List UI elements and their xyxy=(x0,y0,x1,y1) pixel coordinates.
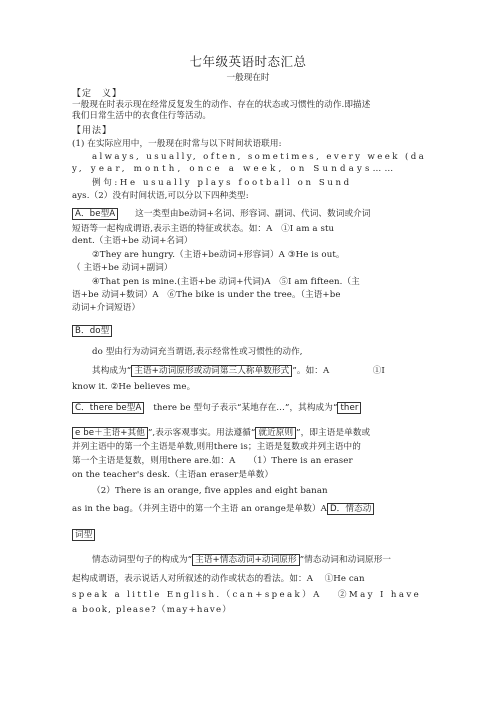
section-c-line: C．there be型A there be 型句子表示“某地存在…”，其构成为“ ther xyxy=(72,403,361,414)
usage-heading: 【用法】 xyxy=(72,126,113,136)
d-formula-box: 主语+情态动词+动词原形 xyxy=(192,554,300,566)
section-c-line: 第一个主语是复数，则用there are.如：A （1）There is an eraser xyxy=(72,456,353,466)
b-formula-box: 主语+动词原形或动词第三人称单数形式 xyxy=(131,365,292,377)
section-c-line: （2）There is an orange, five apples and eight banan xyxy=(92,486,328,496)
section-a-line: （ 主语+be 动词+副词） xyxy=(72,263,173,273)
section-b-line: 其构成为“ 主语+动词原形或动词第三人称单数形式 ”。如：A ①I xyxy=(92,366,385,376)
usage-line: (1) 在实际应用中，一般现在时常与以下时间状语联用: xyxy=(72,139,282,149)
section-d-line: 起构成谓语，表示说话人对所叙述的动作或状态的看法。如：A ①He can xyxy=(72,574,365,584)
c-formula-box: e be＋主语+其他 xyxy=(72,427,148,439)
section-b-label: B．do型 xyxy=(72,325,112,337)
page-subtitle: 一般现在时 xyxy=(226,73,270,83)
definition-heading: 【定 义】 xyxy=(72,89,123,99)
section-a-line: ②They are hungry.（主语+be动词+形容词）A ③He is out。 xyxy=(92,250,345,260)
section-c-line: on the teacher's desk.（主语an eraser是单数） xyxy=(72,470,274,480)
section-c-line: e be＋主语+其他 ”,表示客观事实。用法遵循“ 就近原则 ”，即主语是单数或 xyxy=(72,428,370,439)
section-a-line: 短语等一起构成谓语,表示主语的特征或状态。如：A ①I am a stu xyxy=(72,224,335,234)
section-d-line: speak a little English.（can+speak）A ②May I have xyxy=(72,590,422,600)
usage-line: ays.（2）没有时间状语,可以分以下四种类型: xyxy=(72,191,249,201)
section-a-line: 动词+介词短语） xyxy=(72,303,141,313)
section-a-line: ④That pen is mine.(主语+be 动词+代词)A ⑤I am fifteen.（主 xyxy=(92,277,360,287)
usage-line: always, usually, often, sometimes, every week (da xyxy=(92,152,427,162)
section-a-line: dent.（主语+be 动词+名词） xyxy=(72,236,193,246)
nearest-rule-box: 就近原则 xyxy=(255,427,296,439)
section-b-line: do 型由行为动词充当谓语,表示经常性或习惯性的动作, xyxy=(92,347,303,357)
usage-line: y, year, month, once a week, on Sundays…… xyxy=(72,164,397,174)
section-c-label: C．there be型A xyxy=(72,402,144,414)
section-b-line: know it. ②He believes me。 xyxy=(72,382,196,392)
section-c-line: 并列主语中的第一个主语是单数,则用there is；主语是复数或并列主语中的 xyxy=(72,442,361,452)
section-a-line: A．be型A 这一类型由be动词+名词、形容词、副词、代词、数词或介词 xyxy=(72,209,371,220)
section-c-line: as in the bag。（并列主语中的第一个主语 an orange是单数）A D．情态动 xyxy=(72,504,374,515)
section-d-line: a book, please?（may+have） xyxy=(72,605,233,615)
example-line: 例句:He usually plays football on Sund xyxy=(92,178,352,188)
section-b-line xyxy=(72,326,112,337)
c-formula-box: ther xyxy=(337,402,361,414)
definition-line: 一般现在时表示现在经常反复发生的动作、存在的状态或习惯性的动作.即描述 xyxy=(72,100,371,110)
section-d-line xyxy=(72,530,95,541)
page-title: 七年级英语时态汇总 xyxy=(189,54,307,69)
section-d-label: 词型 xyxy=(72,529,95,541)
definition-line: 我们日常生活中的衣食住行等活动。 xyxy=(72,111,212,121)
section-d-label: D．情态动 xyxy=(327,503,375,515)
section-a-label: A．be型A xyxy=(72,208,118,220)
section-a-line: 语+be 动词+数词）A ⑥The bike is under the tree。（主语+be xyxy=(72,290,341,300)
section-d-line: 情态动词型句子的构成为“ 主语+情态动词+动词原形 ”情态动词和动词原形一 xyxy=(92,555,392,565)
